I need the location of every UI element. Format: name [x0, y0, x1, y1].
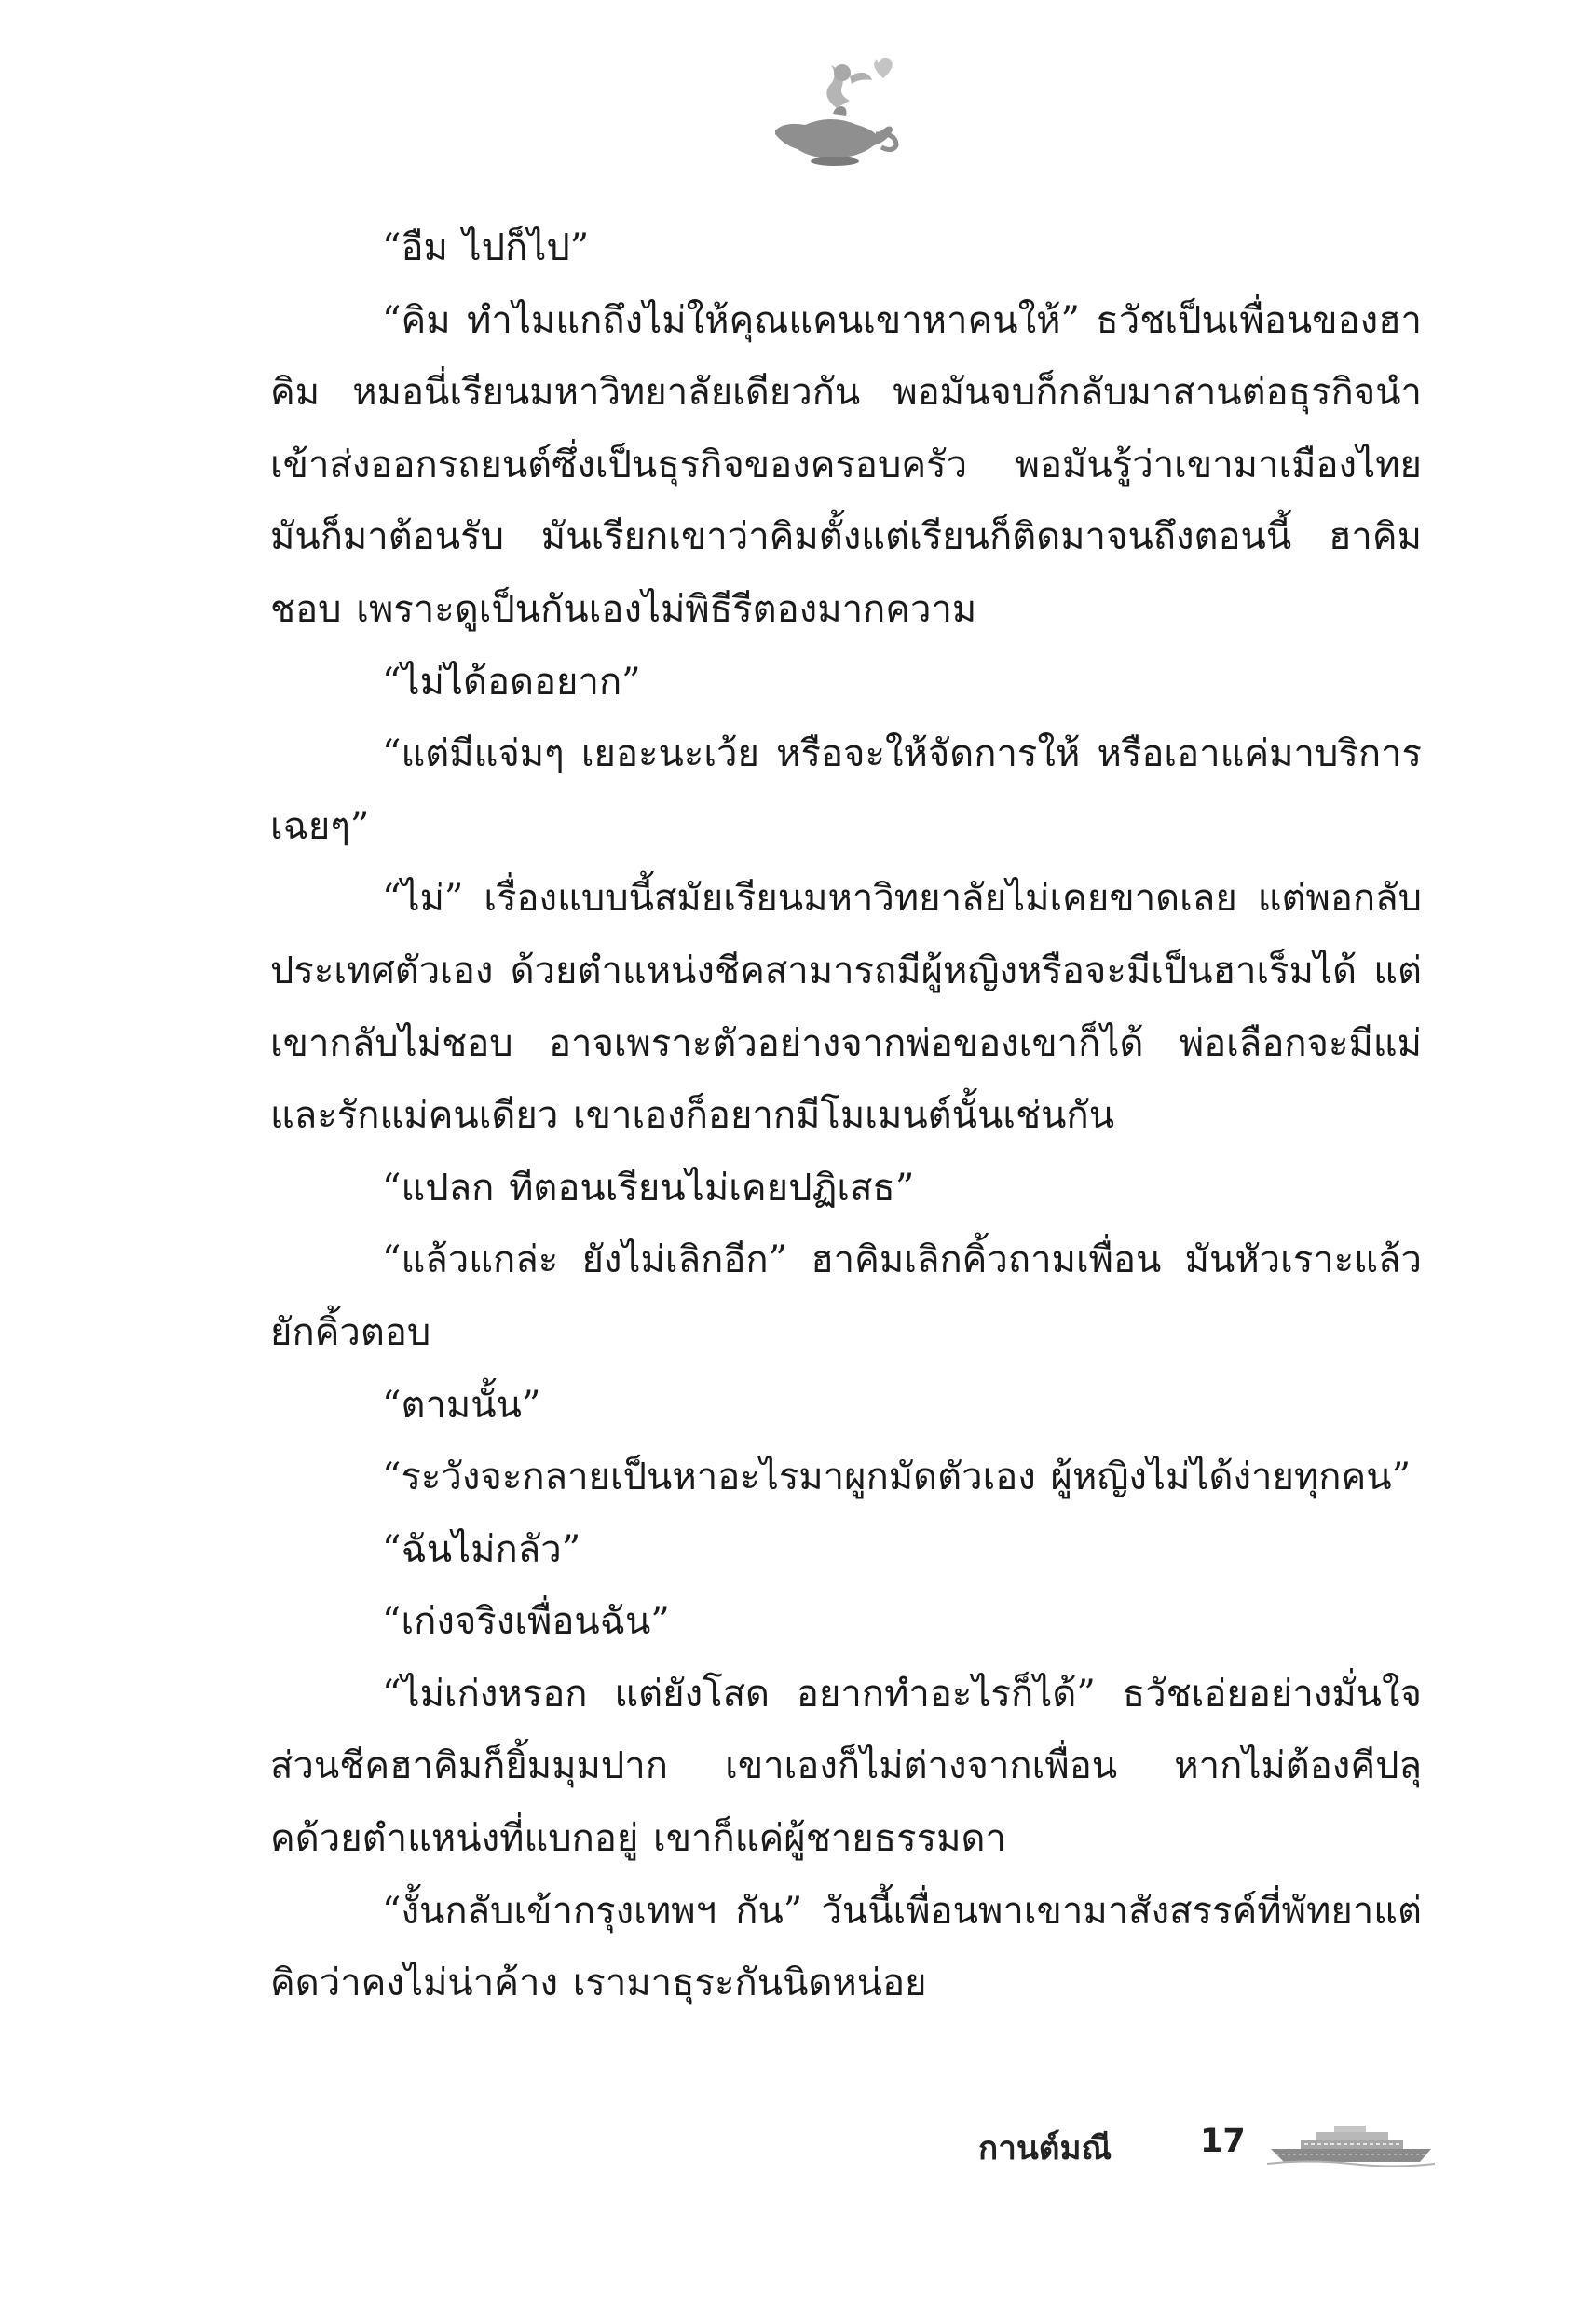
paragraph: “ไม่” เรื่องแบบนี้สมัยเรียนมหาวิทยาลัยไม่เคยขาดเลย แต่พอกลับประเทศตัวเอง ด้วยตำแหน่งชีคสามารถมีผู้หญิงหรือจะมีเป็นฮาเร็มได้ แต่เขากลับไม่ชอบ อาจเพราะตัวอย่างจากพ่อของเขาก็ได้ พ่อเลือกจะมีแม่และรักแม่คนเดียว เขาเองก็อยากมีโมเมนต์นั้นเช่นกัน [270, 877, 1422, 1138]
cruise-ship-icon [1267, 2121, 1435, 2167]
paragraph: “ระวังจะกลายเป็นหาอะไรมาผูกมัดตัวเอง ผู้หญิงไม่ได้ง่ายทุกคน” [382, 1456, 1412, 1499]
paragraph: “ไม่เก่งหรอก แต่ยังโสด อยากทำอะไรก็ได้” ธวัชเอ่ยอย่างมั่นใจส่วนชีคฮาคิมก็ยิ้มมุมปาก เขาเองก็ไม่ต่างจากเพื่อน หากไม่ต้องคีปลุคด้วยตำแหน่งที่แบกอยู่ เขาก็แค่ผู้ชายธรรมดา [270, 1672, 1422, 1861]
paragraph: “ไม่ได้อดอยาก” [382, 660, 641, 704]
paragraph: “เก่งจริงเพื่อนฉัน” [382, 1600, 670, 1644]
paragraph: “งั้นกลับเข้ากรุงเทพฯ กัน” วันนี้เพื่อนพาเขามาสังสรรค์ที่พัทยาแต่คิดว่าคงไม่น่าค้าง เรามาธุระกันนิดหน่อย [270, 1889, 1422, 2005]
paragraph: “แต่มีแจ่มๆ เยอะนะเว้ย หรือจะให้จัดการให้ หรือเอาแค่มาบริการเฉยๆ” [270, 732, 1422, 848]
paragraph: “แปลก ทีตอนเรียนไม่เคยปฏิเสธ” [382, 1166, 915, 1210]
story-text [270, 212, 1422, 2020]
paragraph: “ตามนั้น” [382, 1383, 541, 1427]
genie-lamp-ornament-icon [757, 48, 906, 170]
paragraph: “คิม ทำไมแกถึงไม่ให้คุณแคนเขาหาคนให้” ธวัชเป็นเพื่อนของฮาคิม หมอนี่เรียนมหาวิทยาลัยเดียวกัน พอมันจบก็กลับมาสานต่อธุรกิจนำเข้าส่งออกรถยนต์ซึ่งเป็นธุรกิจของครอบครัว พอมันรู้ว่าเขามาเมืองไทยมันก็มาต้อนรับ มันเรียกเขาว่าคิมตั้งแต่เรียนก็ติดมาจนถึงตอนนี้ ฮาคิมชอบ เพราะดูเป็นกันเองไม่พิธีรีตองมากความ [270, 298, 1422, 631]
paragraph: “อืม ไปก็ไป” [382, 226, 590, 269]
paragraph: “แล้วแกล่ะ ยังไม่เลิกอีก” ฮาคิมเลิกคิ้วถามเพื่อน มันหัวเราะแล้วยักคิ้วตอบ [270, 1238, 1422, 1354]
paragraph: “ฉันไม่กลัว” [382, 1527, 581, 1571]
book-title: กานต์มณี [978, 2130, 1112, 2167]
page-number: 17 [1200, 2123, 1246, 2160]
page-footer [978, 2119, 1463, 2175]
